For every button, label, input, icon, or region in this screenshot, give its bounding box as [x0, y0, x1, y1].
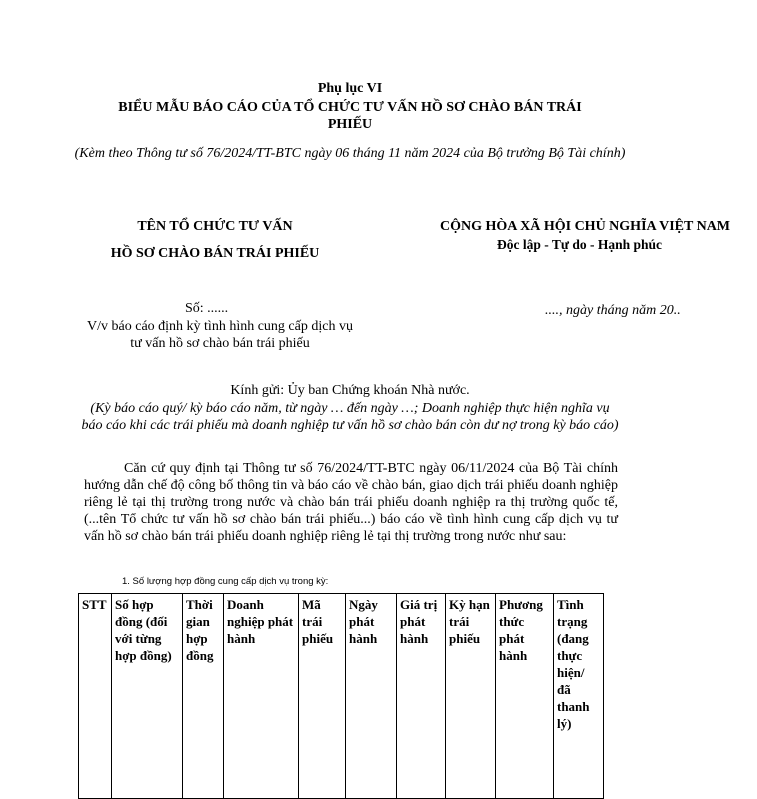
header-cell-bond-term: Kỳ hạn trái phiếu — [446, 594, 496, 799]
document-subtitle: (Kèm theo Thông tư số 76/2024/TT-BTC ngày 06 tháng 11 năm 2024 của Bộ trưởng Bộ Tài chính) — [74, 146, 626, 161]
body-paragraph: Căn cứ quy định tại Thông tư số 76/2024/TT-BTC ngày 06/11/2024 của Bộ Tài chính hướng dẫn chế độ công bố thông tin và báo cáo về chào bán, giao dịch trái phiếu doanh nghiệp riêng lẻ tại thị trường trong nước và chào bán trái phiếu doanh nghiệp ra thị trường quốc tế, (...tên Tổ chức tư vấn hồ sơ chào bán trái phiếu...) báo cáo về tình hình cung cấp dịch vụ tư vấn hồ sơ chào bán trái phiếu doanh nghiệp riêng lẻ tại thị trường trong nước như sau: — [84, 461, 618, 544]
header-cell-issue-date: Ngày phát hành — [346, 594, 397, 799]
header-cell-contract-number: Số hợp đồng (đối với từng hợp đồng) — [112, 594, 183, 799]
document-title: BIỂU MẪU BÁO CÁO CỦA TỔ CHỨC TƯ VẤN HỒ SƠ CHÀO BÁN TRÁI PHIẾU — [118, 100, 582, 132]
national-motto: Độc lập - Tự do - Hạnh phúc — [497, 237, 663, 252]
table-header-row — [79, 594, 604, 799]
document-number: Số: ...... — [185, 301, 229, 316]
section-1-heading: 1. Số lượng hợp đồng cung cấp dịch vụ trong kỳ: — [122, 576, 329, 587]
reporting-period-note: (Kỳ báo cáo quý/ kỳ báo cáo năm, từ ngày … đến ngày …; Doanh nghiệp thực hiện nghĩa vụ báo cáo khi các trái phiếu mà doanh nghiệp tư vấn hồ sơ chào bán còn dư nợ trong kỳ báo cáo) — [81, 401, 619, 433]
header-cell-bond-code: Mã trái phiếu — [299, 594, 346, 799]
org-name-line2: HỒ SƠ CHÀO BÁN TRÁI PHIẾU — [110, 246, 320, 261]
contracts-table — [78, 593, 604, 799]
document-subject: V/v báo cáo định kỳ tình hình cung cấp dịch vụ tư vấn hồ sơ chào bán trái phiếu — [87, 319, 353, 351]
header-cell-contract-time: Thời gian hợp đồng — [183, 594, 224, 799]
header-cell-stt: STT — [79, 594, 112, 799]
org-name-line1: TÊN TỔ CHỨC TƯ VẤN — [137, 219, 293, 234]
nation-heading: CỘNG HÒA XÃ HỘI CHỦ NGHĨA VIỆT NAM — [440, 219, 731, 234]
header-cell-status: Tình trạng (đang thực hiện/ đã thanh lý) — [554, 594, 604, 799]
appendix-label: Phụ lục VI — [317, 81, 383, 96]
header-cell-issue-method: Phương thức phát hành — [496, 594, 554, 799]
header-cell-issuer: Doanh nghiệp phát hành — [224, 594, 299, 799]
header-cell-issue-value: Giá trị phát hành — [397, 594, 446, 799]
dateline: ...., ngày tháng năm 20.. — [545, 303, 681, 318]
recipient-line: Kính gửi: Ủy ban Chứng khoán Nhà nước. — [230, 383, 470, 398]
